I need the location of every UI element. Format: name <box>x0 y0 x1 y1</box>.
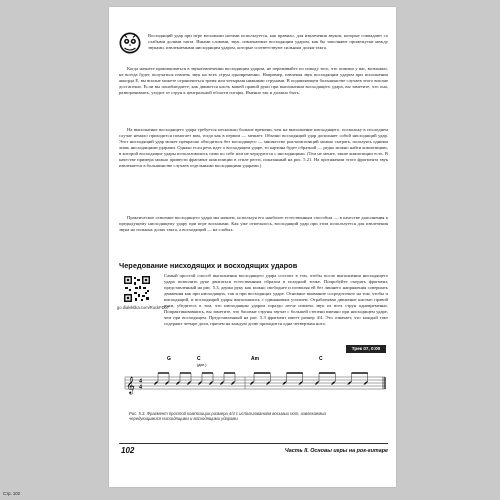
treble-clef-icon: 𝄞 <box>126 376 135 394</box>
body-paragraph-3: Практическое освоение восходящего удара мы начнем, используя его наиболее естественным способом — в качестве дополнения к предыдущему нисходящему удару при игре восьмыми. Как уже отмечалось, восходящий удар при этом используется для извлечения звука на сильных долях такта, а восходящий — на слабых. <box>119 215 388 233</box>
viewer-page-label: Стр. 102 <box>3 491 21 496</box>
body-paragraph-1: Когда начнете практиковаться в звукоизвлечении восходящим ударом, не переживайте по поводу того, что помимо у вас, возможно, не всегда будет получаться извлечь звук на всех струн одновременно. Например, извлекая звук восходящим ударом при исполнении аккорда E, вы вполне можете ограничиться тремя или четырьмя нижними струнами. В подавляющем большинстве случаев этого вполне достаточно. Если вы понаблюдаете, как движется кисть вашей правой руки при выполнении восходящего удара, вы заметите, что она, разворачиваясь, уходит от струн к центральной области гитары. Именно так и должно быть. <box>119 66 388 96</box>
section-heading: Чередование нисходящих и восходящих ударов <box>119 261 298 270</box>
part-title: Часть II. Основы игры на рок-гитаре <box>284 448 388 454</box>
footer-divider <box>119 443 388 444</box>
chord-annotation: (доп.) <box>197 363 207 367</box>
figure-caption: Рис. 5.3. Фрагмент простой композиции размера 4/4 с использованием восьмых нот, извлекаемых чередующимися нисходящими и восходящими ударами <box>129 411 327 422</box>
time-signature: 4 <box>139 378 142 385</box>
qr-code-icon[interactable] <box>123 275 151 303</box>
qr-caption: go.dialektika.com/RockFD07 <box>117 305 170 310</box>
time-signature: 4 <box>139 384 142 391</box>
section-paragraph: Самый простой способ выполнения восходящего удара состоит в том, чтобы после выполнения нисходящего удара позволить руке двигаться естественным образом в исходной точке. Попробуйте сыграть фрагмент, представленный на рис. 5.3, держа руку как можно свободнее и позволяя ей без лишнего напряжения совершать движения как при нисходящих, так и при восходящих ударе. Основное внимание сосредоточьте на том, чтобы и нисходящий, и восходящий удары выполнялись с одинаковым усилием. Отрабатывая движение кистью правой руки, убедитесь в том, что нисходящим ударом гораздо легче извлечь звук из всех струн одновременно. Попрактиковавшись, вы заметите, что басовые струны звучат с большей степени именно при нисходящем ударе, чем при восходящем. Представленный на рис. 5.3 фрагмент имеет размер 4/4. Это означает, что каждый такт содержит четыре доли, причем на каждую долю приходится одна четвертная нота. <box>164 273 388 327</box>
chord-symbol: Am <box>251 356 260 362</box>
book-page <box>109 7 396 487</box>
body-paragraph-2: На выполнение восходящего удара требуется несколько больше времени, чем на выполнение нисходящего, поскольку в последнем случае немало приходится помогает вам, тогда как в первом — мешает. Обычно восходящий удар дополняет собой нисходящий удар. Этот нисходящий удар может прекрасно обходиться без восходящего — множество рок-композиций можно сыграть, пользуясь одними лишь нисходящими ударами. Однако если речь идет о восходящем ударе, то картина будет обратной — редко можно найти композицию, в которой восходящие удары использовались сами по себе или не чередуются с нисходящими. (Тем не менее, такие композиции есть. В качестве примера можно привести фрагмент композиции в стиле регги, показанный на рис. 5.21. На протяжении этого фрагмента звук извлекается в большинстве случаев отдельными восходящими ударами.) <box>119 127 388 169</box>
tip-owl-icon <box>119 31 141 55</box>
chord-symbol: G <box>167 356 171 362</box>
track-badge[interactable]: Трек 07, 0:00 <box>346 345 386 353</box>
page-number: 102 <box>121 446 135 455</box>
chord-symbol: C <box>319 356 323 362</box>
music-score <box>119 353 388 411</box>
chord-symbol: C <box>197 356 201 362</box>
tip-paragraph: Восходящий удар при игре восьмыми нотами используется, как правило, для извлечения звуков, которые совпадают со слабыми долями такта. Иными словами, звук, извлекаемые восходящим ударом, как бы заполняют промежутки между звуками, извлекаемыми нисходящим ударом, которые соответствуют сильным долям такта. <box>148 33 388 51</box>
